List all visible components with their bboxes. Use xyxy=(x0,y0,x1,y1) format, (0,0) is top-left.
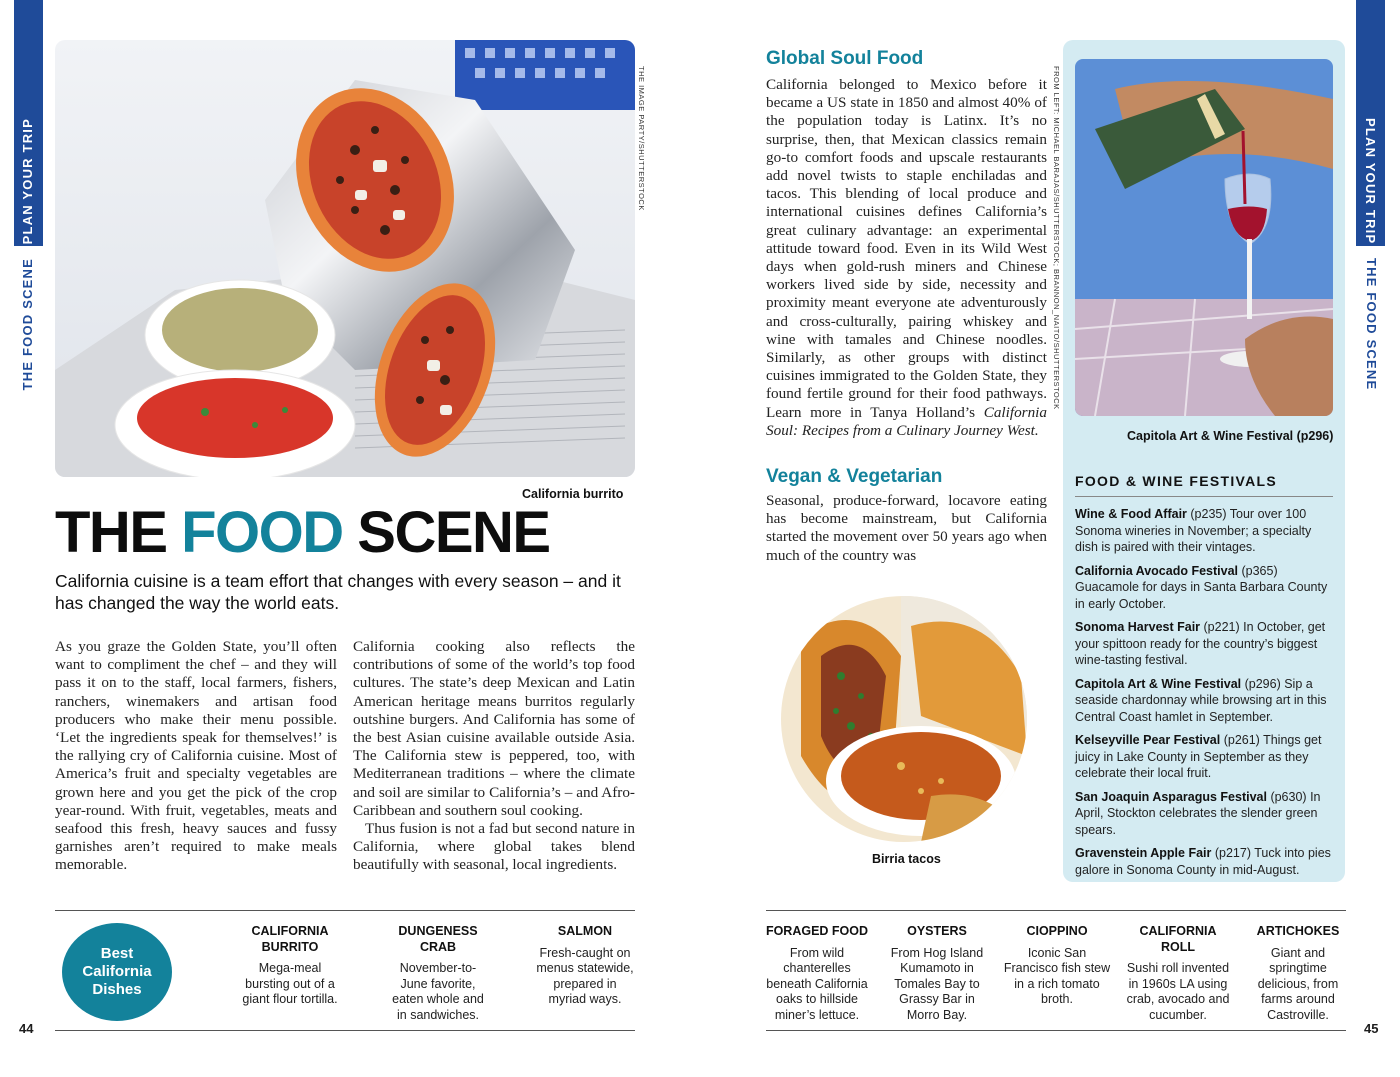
left-photo-credit: THE IMAGE PARTY/SHUTTERSTOCK xyxy=(637,66,646,211)
dish-salmon xyxy=(533,924,637,1008)
dish-california-burrito xyxy=(240,924,340,1008)
left-plan-tab-label: PLAN YOUR TRIP xyxy=(20,118,35,245)
right-plan-tab xyxy=(1356,0,1385,246)
dish-name: SALMON xyxy=(557,924,613,938)
dish-desc: From wild chanterelles beneath California oaks to hillside miner’s lettuce. xyxy=(766,945,868,1022)
dish-name: CIOPPINO xyxy=(1026,924,1088,938)
dish-oysters xyxy=(886,924,988,1023)
right-page-number: 45 xyxy=(1364,1021,1379,1036)
left-bottom-rule xyxy=(55,1030,635,1031)
best-dishes-badge-label: Best California Dishes xyxy=(82,945,152,998)
festival-item: Capitola Art & Wine Festival (p296) Sip a seaside chardonnay while browsing art in this Central Coast hamlet in September. xyxy=(1075,676,1327,724)
dish-desc: Giant and springtime delicious, from farms around Castroville. xyxy=(1257,945,1339,1022)
festival-item: Kelseyville Pear Festival (p261) Things get juicy in Lake County in September as they celebrate their local fruit. xyxy=(1075,733,1322,780)
festivals-title: FOOD & WINE FESTIVALS xyxy=(1075,473,1278,489)
tacos-caption: Birria tacos xyxy=(872,852,941,866)
title-part1: THE xyxy=(55,500,182,565)
dish-name: FORAGED FOOD xyxy=(765,924,869,938)
left-column-1 xyxy=(55,638,337,875)
book-title: California Soul: Recipes from a Culinary Journey West. xyxy=(766,403,1047,439)
dish-dungeness-crab xyxy=(388,924,488,1023)
right-side-label: THE FOOD SCENE xyxy=(1364,258,1379,391)
vegan-paragraph: Seasonal, produce-forward, locavore eating has become mainstream, but California started the movement over 50 years ago when much of the country was xyxy=(766,492,1047,564)
dish-desc: Iconic San Francisco fish stew in a rich tomato broth. xyxy=(1003,945,1111,1006)
right-photo-credit: FROM LEFT: MICHAEL BARAJAS/SHUTTERSTOCK; BRANNON_NAITO/SHUTTERSTOCK xyxy=(1052,66,1061,410)
wine-photo xyxy=(1075,59,1333,416)
dish-desc: Fresh-caught on menus statewide, prepared in myriad ways. xyxy=(536,945,634,1006)
burrito-caption: California burrito xyxy=(522,487,624,501)
left-plan-tab xyxy=(14,0,43,246)
wine-caption: Capitola Art & Wine Festival (p296) xyxy=(1127,429,1334,443)
dish-california-roll xyxy=(1123,924,1233,1023)
right-dishes-rule xyxy=(766,910,1346,911)
col2-paragraph-1: California cooking also reflects the contributions of some of the world’s top food cultures. The state’s deep Mexican and Latin American heritage means burritos regularly outshine burgers. And California has some of the best Asian cuisine available outside Asia. The California stew is peppered, too, with Mediterranean traditions – where the climate and soil are similar to California’s – and Afro-Caribbean and southern soul cooking. xyxy=(353,638,635,819)
global-soul-food-paragraph: California belonged to Mexico before it became a US state in 1850 and almost 40% of the population today is Latinx. It’s no surprise, then, that Mexican classics remain go-to comfort foods and upscale restaurants add novel twists to staple enchiladas and tacos. This blending of local produce and international cuisines defines California’s great culinary advantage: an experimental attitude toward food. Even in its Wild West days when gold-rush miners and Chinese workers lived side by side, necessity and proximity meant everyone ate adventurously and cross-culturally, pairing whiskey and wine with tamales and Chinese noodles. Similarly, as other groups with distinct cuisines immigrated to the Golden State, they found fertile ground for their food pathways. Learn more in Tanya Holland’s xyxy=(766,76,1047,421)
festivals-list xyxy=(1075,506,1333,885)
title-part2: SCENE xyxy=(342,500,550,565)
right-bottom-rule xyxy=(766,1030,1346,1031)
section-vegan-text xyxy=(766,492,1047,565)
section-vegan-title: Vegan & Vegetarian xyxy=(766,466,943,487)
left-side-label: THE FOOD SCENE xyxy=(20,258,35,391)
section-global-soul-food-text xyxy=(766,76,1047,440)
dish-name: DUNGENESS CRAB xyxy=(398,924,478,954)
left-column-2 xyxy=(353,638,635,875)
best-dishes-badge xyxy=(62,923,172,1021)
burrito-photo xyxy=(55,40,635,477)
dish-desc: From Hog Island Kumamoto in Tomales Bay to Grassy Bar in Morro Bay. xyxy=(890,945,984,1022)
left-page-number: 44 xyxy=(19,1021,34,1036)
dish-name: ARTICHOKES xyxy=(1256,924,1340,938)
dish-desc: Mega-meal bursting out of a giant flour tortilla. xyxy=(242,961,338,1006)
dish-name: OYSTERS xyxy=(907,924,967,938)
dish-name: CALIFORNIA ROLL xyxy=(1139,924,1217,954)
left-dishes-rule xyxy=(55,910,635,911)
col2-paragraph-2: Thus fusion is not a fad but second nature in California, where global takes blend beautifully with seasonal, local ingredients. xyxy=(353,820,635,874)
dish-desc: November-to-June favorite, eaten whole and in sandwiches. xyxy=(392,961,484,1022)
festivals-title-rule xyxy=(1075,496,1333,497)
festival-item: San Joaquin Asparagus Festival (p630) In April, Stockton celebrates the slender green spears. xyxy=(1075,789,1321,837)
dish-artichokes xyxy=(1249,924,1347,1023)
page-title xyxy=(55,500,550,566)
tacos-photo xyxy=(781,596,1027,842)
dish-name: CALIFORNIA BURRITO xyxy=(251,924,329,954)
festival-item: Sonoma Harvest Fair (p221) In October, get your spittoon ready for the country’s biggest wine-tasting festival. xyxy=(1075,620,1326,667)
right-plan-tab-label: PLAN YOUR TRIP xyxy=(1363,118,1378,245)
dish-desc: Sushi roll invented in 1960s LA using crab, avocado and cucumber. xyxy=(1126,961,1230,1022)
col1-paragraph: As you graze the Golden State, you’ll often want to compliment the chef – and they will pass it on to the staff, local farmers, fishers, ranchers, winemakers and artisan food producers who make their menu possible. ‘Let the ingredients speak for themselves!’ is the rallying cry of California cuisine. Most of America’s fruit and specialty vegetables are grown here and you get the pick of the crop year-round. With fruit, vegetables, meats and seafood this fresh, heavy sauces and fussy garnishes aren’t required to make meals memorable. xyxy=(55,638,337,874)
festival-item: Gravenstein Apple Fair (p217) Tuck into pies galore in Sonoma County in mid-August. xyxy=(1075,846,1331,877)
section-global-soul-food-title: Global Soul Food xyxy=(766,48,924,69)
title-accent: FOOD xyxy=(181,500,343,565)
festival-item: California Avocado Festival (p365) Guacamole for days in Santa Barbara County in early October. xyxy=(1075,563,1328,611)
dish-foraged-food xyxy=(765,924,869,1023)
festival-item: Wine & Food Affair (p235) Tour over 100 Sonoma wineries in November; a specialty dish is paired with their vintages. xyxy=(1075,507,1312,554)
page-subtitle: California cuisine is a team effort that changes with every season – and it has changed the way the world eats. xyxy=(55,571,621,613)
dish-cioppino xyxy=(1003,924,1111,1008)
